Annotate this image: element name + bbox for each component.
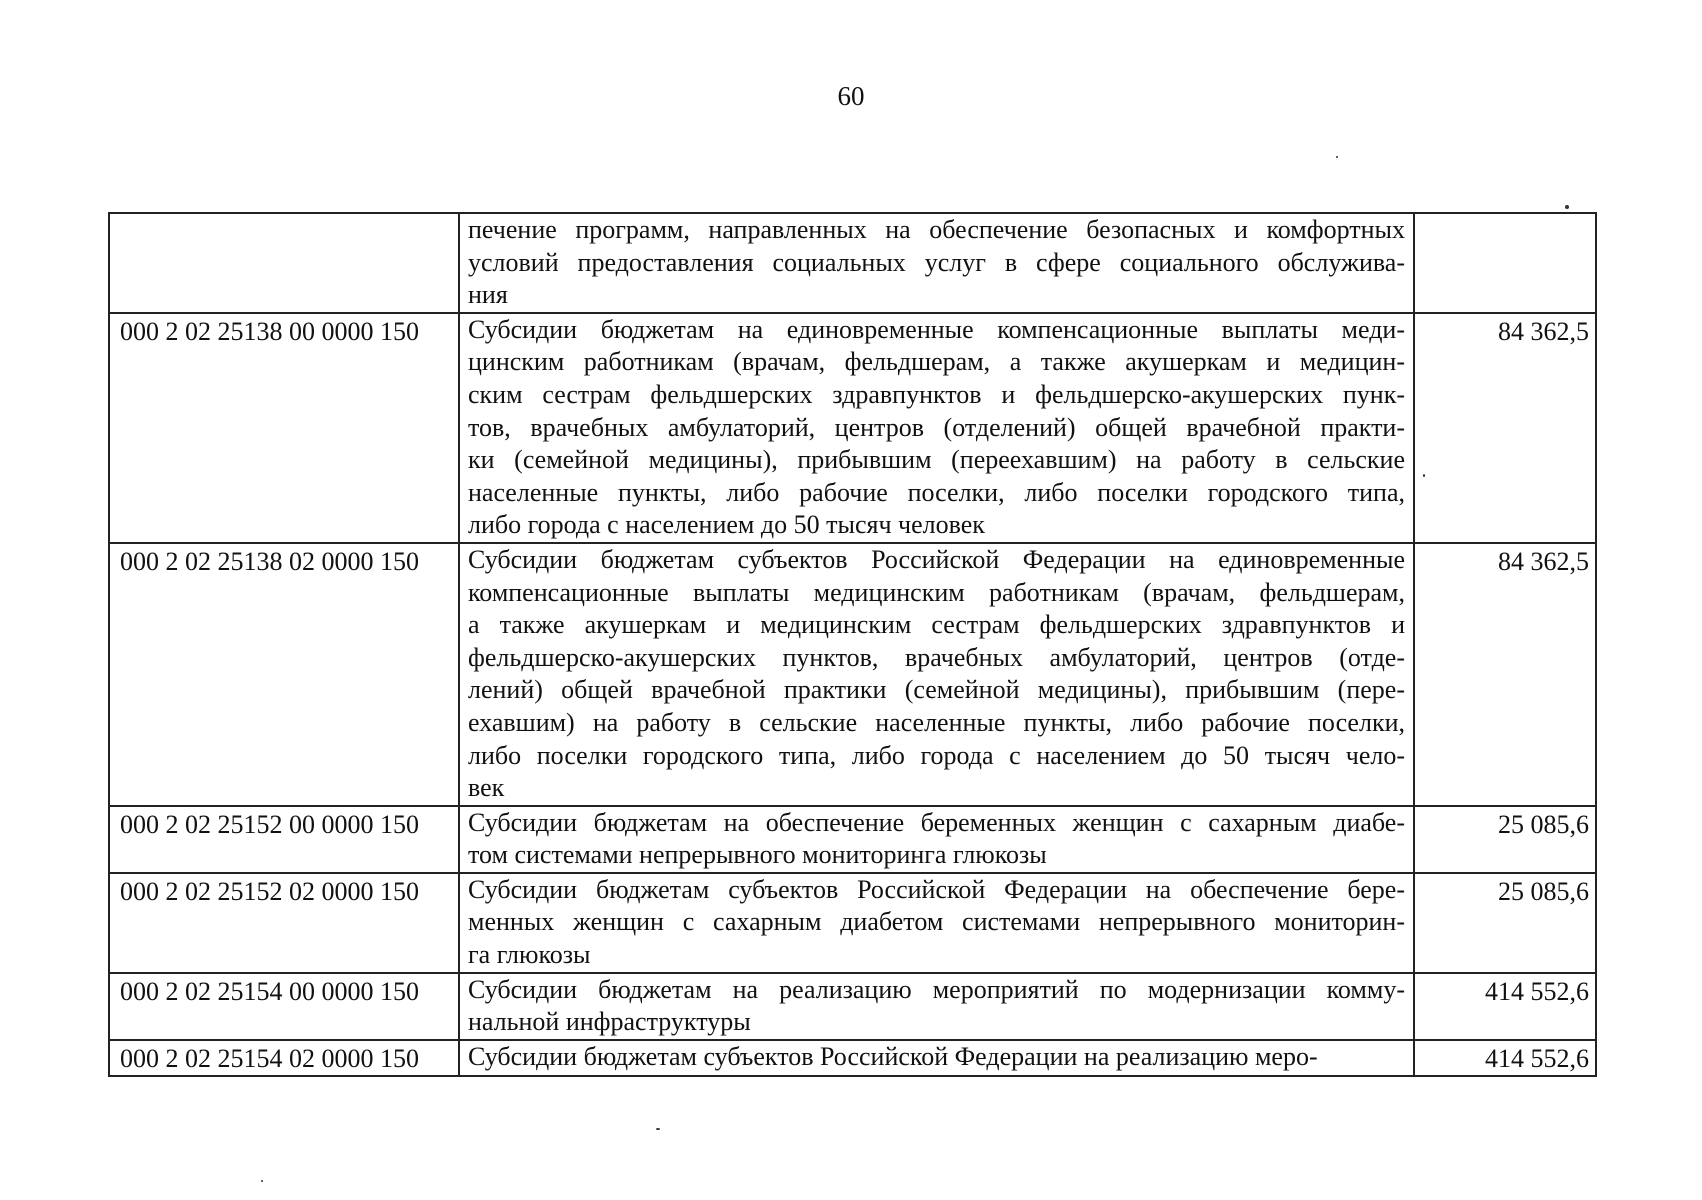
budget-code-cell: 000 2 02 25152 00 0000 150 [109,806,459,873]
budget-table [108,212,1597,1077]
description-line: условий предоставления социальных услуг в сфере социального обслужива- [468,247,1405,277]
description-line: нальной инфраструктуры [468,1007,751,1037]
description-line: либо города с населением до 50 тысяч человек [468,510,985,540]
description-line: лений) общей врачебной практики (семейной медицины), прибывшим (пере- [468,675,1405,705]
scan-speck [261,1180,263,1182]
table-row [109,313,1596,543]
description-line: печение программ, направленных на обеспечение безопасных и комфортных [468,215,1405,244]
amount-cell: 414 552,6 [1414,1040,1596,1077]
description-line: Субсидии бюджетам на единовременные компенсационные выплаты меди- [468,314,1405,344]
table-row [109,973,1596,1040]
budget-code-cell: 000 2 02 25138 00 0000 150 [109,313,459,543]
description-line: ния [468,280,508,310]
budget-code-cell: 000 2 02 25154 02 0000 150 [109,1040,459,1077]
budget-code-cell: 000 2 02 25152 02 0000 150 [109,873,459,973]
description-line: Субсидии бюджетам субъектов Российской Федерации на единовременные [468,544,1405,574]
amount-cell [1414,213,1596,313]
budget-table-body [109,213,1596,1076]
description-cell [459,806,1414,873]
description-line: менных женщин с сахарным диабетом системами непрерывного мониторин- [468,907,1405,937]
description-cell [459,873,1414,973]
budget-code-cell [109,213,459,313]
description-line: Субсидии бюджетам субъектов Российской Федерации на обеспечение бере- [468,874,1405,904]
table-row [109,806,1596,873]
description-line: а также акушеркам и медицинским сестрам фельдшерских здравпунктов и [468,610,1405,640]
description-line: ским сестрам фельдшерских здравпунктов и фельдшерско-акушерских пунк- [468,379,1405,409]
description-line: том системами непрерывного мониторинга глюкозы [468,840,1047,870]
scan-speck [656,1128,660,1130]
amount-cell: 25 085,6 [1414,873,1596,973]
description-line: Субсидии бюджетам на обеспечение беременных женщин с сахарным диабе- [468,807,1405,837]
amount-cell: 25 085,6 [1414,806,1596,873]
amount-cell: 84 362,5 [1414,313,1596,543]
table-row [109,873,1596,973]
description-line: ехавшим) на работу в сельские населенные пункты, либо рабочие поселки, [468,707,1405,737]
description-cell [459,213,1414,313]
description-line: Субсидии бюджетам на реализацию мероприятий по модернизации комму- [468,974,1405,1004]
description-cell [459,543,1414,806]
description-line: фельдшерско-акушерских пунктов, врачебных амбулаторий, центров (отде- [468,642,1405,672]
description-line: либо поселки городского типа, либо города с населением до 50 тысяч чело- [468,740,1405,770]
scan-speck [1565,205,1569,209]
description-line: цинским работникам (врачам, фельдшерам, а также акушеркам и медицин- [468,347,1405,377]
description-line: компенсационные выплаты медицинским работникам (врачам, фельдшерам, [468,577,1405,607]
amount-cell: 414 552,6 [1414,973,1596,1040]
scan-speck [1336,156,1338,158]
description-line: тов, врачебных амбулаторий, центров (отделений) общей врачебной практи- [468,412,1405,442]
description-line: ки (семейной медицины), прибывшим (переехавшим) на работу в сельские [468,445,1405,475]
budget-code-cell: 000 2 02 25138 02 0000 150 [109,543,459,806]
description-line: Субсидии бюджетам субъектов Российской Федерации на реализацию меро- [468,1041,1318,1071]
page-number: 60 [837,81,865,111]
description-line: век [468,773,505,803]
description-line: га глюкозы [468,940,591,970]
description-cell [459,973,1414,1040]
description-cell [459,313,1414,543]
amount-cell: 84 362,5 [1414,543,1596,806]
table-row [109,213,1596,313]
table-row [109,543,1596,806]
budget-code-cell: 000 2 02 25154 00 0000 150 [109,973,459,1040]
table-row [109,1040,1596,1077]
description-cell [459,1040,1414,1077]
description-line: населенные пункты, либо рабочие поселки, либо поселки городского типа, [468,477,1405,507]
